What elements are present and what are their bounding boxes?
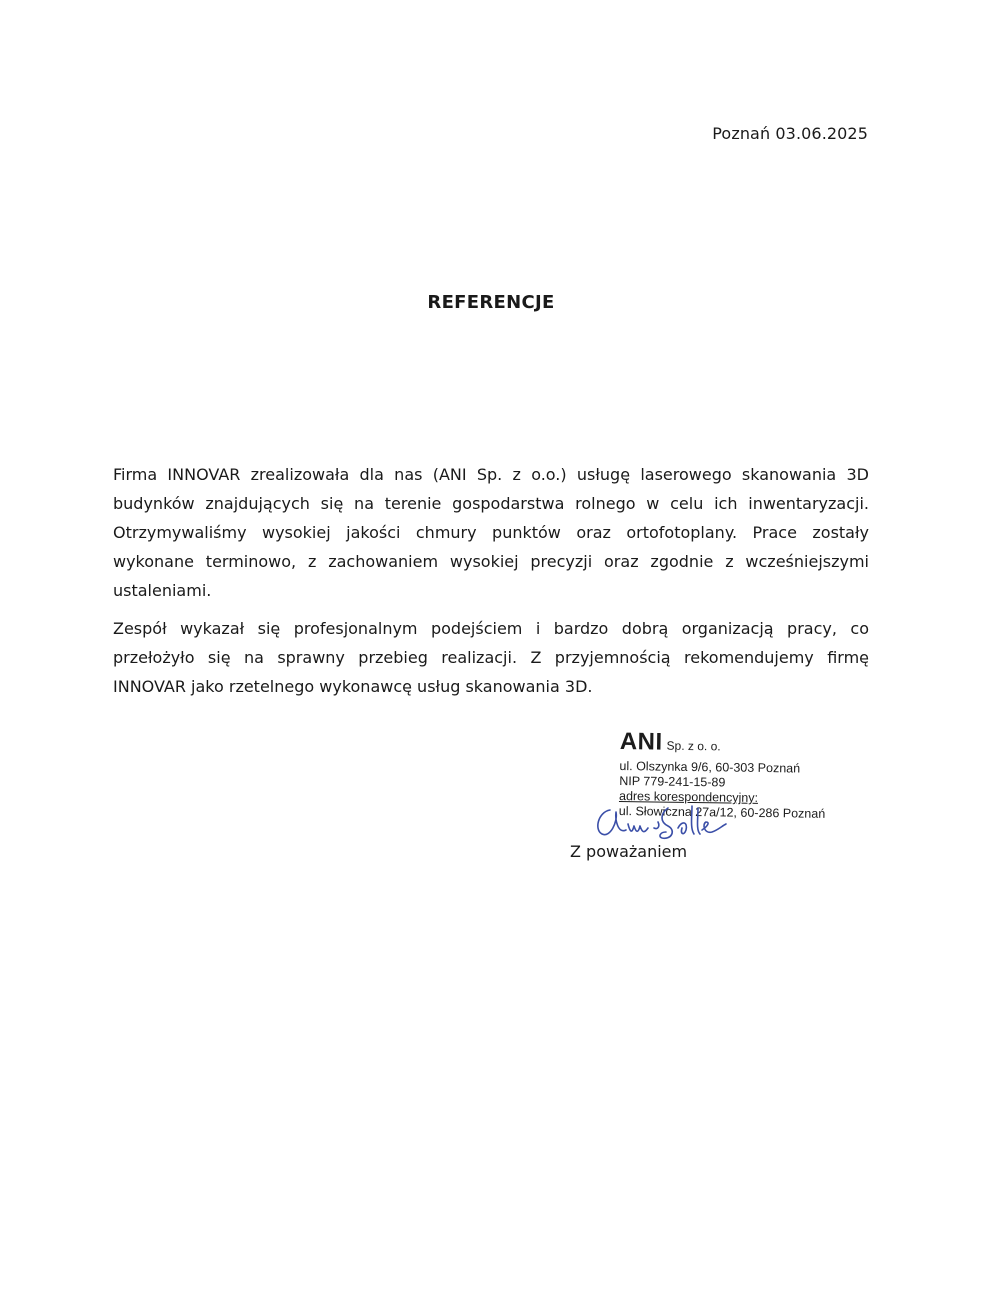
stamp-company-name: ANI [619,728,663,756]
signature-stroke-g [702,822,726,832]
body-paragraph-2: Zespół wykazał się profesjonalnym podejściem i bardzo dobrą organizacją pracy, co przełożyło się na sprawny przebieg realizacji. Z przyjemnością rekomendujemy firmę INNOVAR jako rzetelnego wykonawcę usług skanowania 3D. [113,619,869,696]
letter-date: Poznań 03.06.2025 [712,124,868,143]
stamp-correspondence-label: adres korespondencyjny: [618,788,759,805]
document-title: REFERENCJE [427,292,555,313]
stamp-nip: NIP 779-241-15-89 [619,773,726,790]
letter-body [113,460,869,710]
signature-stroke-b [628,824,648,832]
closing-salutation: Z poważaniem [570,842,688,861]
signature-stroke-f [692,806,701,834]
signature-stroke-e [678,823,686,834]
signature-stroke-d [660,808,672,838]
signature-stroke-a [598,810,626,835]
handwritten-signature [588,800,728,844]
stamp-company-form: Sp. z o. o. [666,738,721,754]
signature-stroke-c [654,822,659,829]
stamp-correspondence-address: ul. Słowiczna 27a/12, 60-286 Poznań [618,803,826,821]
stamp-address: ul. Olszynka 9/6, 60-303 Poznań [619,758,801,776]
body-paragraph-1: Firma INNOVAR zrealizowała dla nas (ANI Sp. z o.o.) usługę laserowego skanowania 3D budynków znajdujących się na terenie gospodarstwa rolnego w celu ich inwentaryzacji. Otrzymywaliśmy wysokiej jakości chmury punktów oraz ortofotoplany. Prace zostały wykonane terminowo, z zachowaniem wysokiej precyzji oraz zgodnie z wcześniejszymi ustaleniami. [113,465,869,600]
signature-strokes [598,806,726,838]
stamp-header [620,728,880,763]
